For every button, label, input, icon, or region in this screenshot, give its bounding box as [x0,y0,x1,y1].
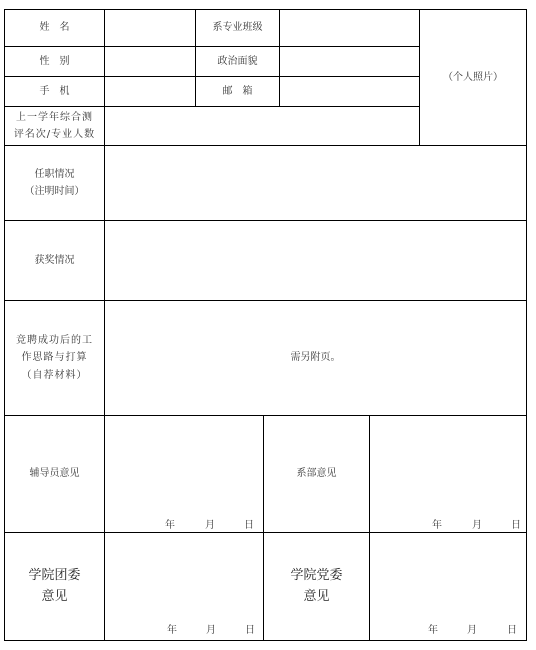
gender-label: 性 别 [4,46,105,77]
position-value-field[interactable] [104,145,527,221]
party-date-year: 年 [428,625,438,636]
rank-label [4,106,105,146]
name-label: 姓 名 [4,9,105,47]
counselor-date-day: 日 [244,520,254,531]
plan-value-field[interactable] [104,300,527,416]
email-value-field[interactable] [279,76,420,107]
counselor-date-year: 年 [165,520,175,531]
youth-league-label-text: 学院团委 意见 [28,567,81,604]
email-label: 邮 箱 [195,76,280,107]
dept-date-day: 日 [511,520,521,531]
party-date-month: 月 [467,625,477,636]
youth-league-date-day: 日 [245,625,255,636]
counselor-opinion-label: 辅导员意见 [4,415,105,533]
position-label [4,145,105,221]
youth-league-opinion-field[interactable] [104,532,264,641]
name-value-field[interactable] [104,9,196,47]
dept-class-value-field[interactable] [279,9,420,47]
dept-class-label: 系专业班级 [195,9,280,47]
dept-date-month: 月 [472,520,482,531]
dept-opinion-label: 系部意见 [263,415,370,533]
politics-label: 政治面貌 [195,46,280,77]
counselor-opinion-field[interactable] [104,415,264,533]
dept-opinion-field[interactable] [369,415,527,533]
awards-value-field[interactable] [104,220,527,301]
party-opinion-label [263,532,370,641]
plan-label [4,300,105,416]
phone-value-field[interactable] [104,76,196,107]
counselor-date-month: 月 [205,520,215,531]
personal-photo-box[interactable]: （个人照片） [419,9,527,146]
youth-league-date-month: 月 [206,625,216,636]
position-label-text: 任职情况 （注明时间） [24,168,85,197]
party-date-day: 日 [507,625,517,636]
rank-label-text: 上一学年综合测 评名次/专业人数 [13,111,96,140]
youth-league-opinion-label [4,532,105,641]
rank-value-field[interactable] [104,106,420,146]
youth-league-date-year: 年 [167,625,177,636]
phone-label: 手 机 [4,76,105,107]
politics-value-field[interactable] [279,46,420,77]
plan-note: 需另附页。 [290,352,341,364]
gender-value-field[interactable] [104,46,196,77]
party-label-text: 学院党委 意见 [290,567,343,604]
awards-label: 获奖情况 [4,220,105,301]
dept-date-year: 年 [432,520,442,531]
party-opinion-field[interactable] [369,532,527,641]
plan-label-text: 竞聘成功后的工 作思路与打算 （自荐材料） [16,334,93,381]
